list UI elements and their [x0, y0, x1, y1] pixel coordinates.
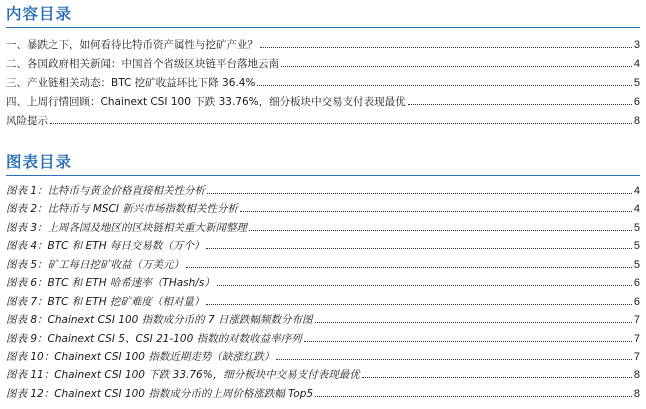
figure-entry[interactable]: [6, 330, 640, 348]
entry-title: 图表 7：BTC 和 ETH 挖矿难度（相对量）: [6, 295, 205, 308]
entry-title: 图表 6：BTC 和 ETH 哈希速率（THash/s）: [6, 277, 215, 290]
contents-title-rule: [6, 27, 640, 28]
figure-entry[interactable]: [6, 256, 640, 274]
dot-leader: [362, 377, 632, 378]
figure-entry[interactable]: [6, 182, 640, 200]
entry-title: 图表 3：上周各国及地区的区块链相关重大新闻整理: [6, 221, 248, 234]
page-number: 5: [633, 258, 640, 271]
dot-leader: [276, 359, 632, 360]
contents-entry[interactable]: [6, 36, 640, 55]
figure-entry[interactable]: [6, 293, 640, 311]
page-number: 5: [633, 221, 640, 234]
dot-leader: [260, 47, 632, 48]
page-number: 8: [633, 369, 640, 382]
entry-title: 图表 11：Chainext CSI 100 下跌 33.76%，细分板块中交易支付表现最优: [6, 369, 360, 382]
figures-title: 图表目录: [6, 153, 73, 171]
page-number: 4: [633, 203, 640, 216]
dot-leader: [249, 230, 632, 231]
dot-leader: [186, 267, 632, 268]
figure-entry[interactable]: [6, 237, 640, 255]
entry-title: 三、产业链相关动态：BTC 挖矿收益环比下降 36.4%: [6, 77, 256, 89]
page-number: 7: [633, 314, 640, 327]
entry-title: 图表 9：Chainext CSI 5、CSI 21-100 指数的对数收益率序列: [6, 332, 302, 345]
dot-leader: [315, 396, 632, 397]
entry-title: 图表 12：Chainext CSI 100 指数成分币的上周价格涨跌幅 Top5: [6, 387, 314, 400]
page-number: 8: [633, 387, 640, 400]
figures-list: [6, 182, 640, 403]
dot-leader: [304, 341, 632, 342]
entry-title: 图表 10：Chainext CSI 100 指数近期走势（缺涨红跌）: [6, 350, 275, 363]
page-number: 6: [633, 96, 640, 108]
entry-title: 图表 8：Chainext CSI 100 指数成分币的 7 日涨跌幅频数分布图: [6, 314, 313, 327]
entry-title: 二、各国政府相关新闻：中国首个省级区块链平台落地云南: [6, 58, 279, 70]
dot-leader: [257, 85, 632, 86]
dot-leader: [315, 322, 632, 323]
figure-entry[interactable]: [6, 200, 640, 218]
figure-entry[interactable]: [6, 348, 640, 366]
page-number: 7: [633, 332, 640, 345]
dot-leader: [206, 248, 631, 249]
contents-title: 内容目录: [6, 5, 73, 23]
figures-title-rule: [6, 175, 640, 176]
dot-leader: [281, 66, 632, 67]
dot-leader: [50, 123, 632, 124]
figure-entry[interactable]: [6, 219, 640, 237]
page-number: 7: [633, 350, 640, 363]
entry-title: 风险提示: [6, 115, 48, 127]
page-number: 4: [633, 185, 640, 197]
contents-entry[interactable]: [6, 55, 640, 74]
contents-entry[interactable]: [6, 93, 640, 112]
entry-title: 四、上周行情回顾：Chainext CSI 100 下跌 33.76%，细分板块中交易支付表现最优: [6, 96, 406, 108]
figure-entry[interactable]: [6, 311, 640, 329]
figure-entry[interactable]: [6, 366, 640, 384]
contents-entry[interactable]: [6, 74, 640, 93]
dot-leader: [217, 285, 632, 286]
page-number: 8: [633, 115, 640, 127]
dot-leader: [207, 193, 632, 194]
figure-entry[interactable]: [6, 274, 640, 292]
dot-leader: [408, 104, 632, 105]
dot-leader: [206, 304, 631, 305]
entry-title: 一、暴跌之下，如何看待比特币资产属性与挖矿产业？: [6, 39, 258, 51]
page-number: 6: [633, 277, 640, 290]
page-number: 5: [633, 77, 640, 89]
page-number: 4: [633, 58, 640, 70]
entry-title: 图表 2：比特币与 MSCI 新兴市场指数相关性分析: [6, 203, 238, 216]
page-number: 6: [633, 295, 640, 308]
entry-title: 图表 5：矿工每日挖矿收益（万美元）: [6, 258, 185, 271]
entry-title: 图表 1：比特币与黄金价格直接相关性分析: [6, 185, 206, 197]
figure-entry[interactable]: [6, 385, 640, 403]
contents-list: [6, 36, 640, 131]
entry-title: 图表 4：BTC 和 ETH 每日交易数（万个）: [6, 240, 205, 253]
page-number: 3: [633, 39, 640, 51]
contents-entry[interactable]: [6, 112, 640, 131]
page-number: 5: [633, 240, 640, 253]
dot-leader: [240, 211, 632, 212]
